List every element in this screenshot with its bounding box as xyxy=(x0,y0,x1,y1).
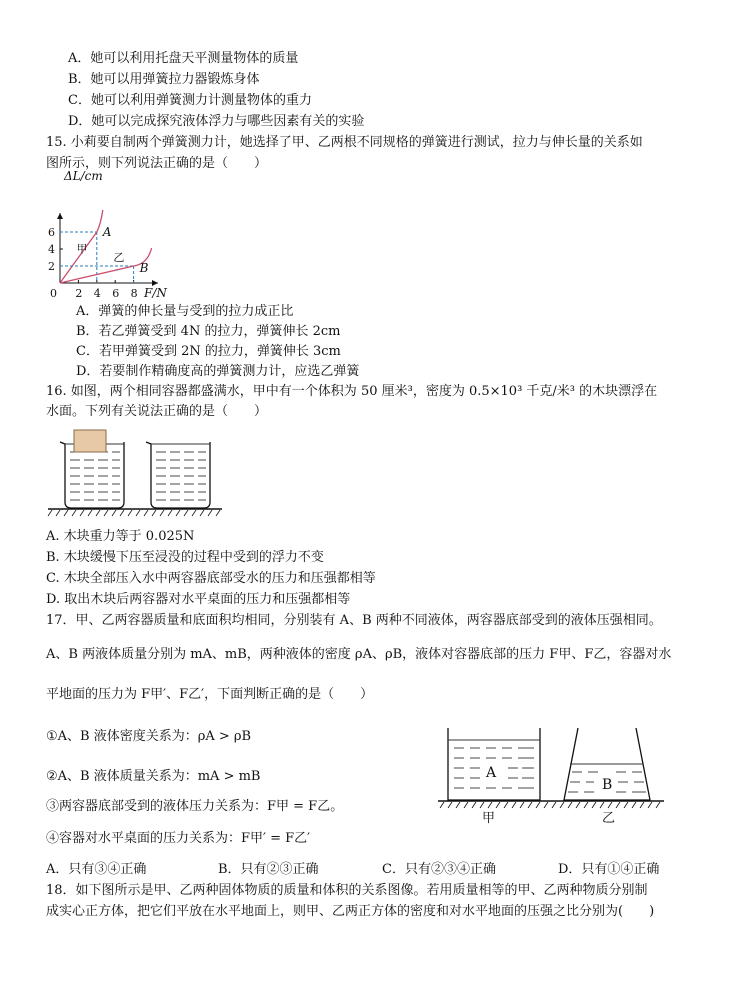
q17-option-d: D．只有①④正确 xyxy=(558,862,660,877)
x-tick-label: 0 xyxy=(50,287,57,298)
q17-stem-line2: A、B 两液体质量分别为 mA、mB，两种液体的密度 ρA、ρB，液体对容器底部的压力 F甲、F乙，容器对水 xyxy=(46,647,672,662)
q15-stem-line2: 图所示，则下列说法正确的是（ ） xyxy=(46,156,268,171)
q16-option-d: D. 取出木块后两容器对水平桌面的压力和压强都相等 xyxy=(46,592,351,607)
q16-option-b: B. 木块缓慢下压至浸没的过程中受到的浮力不变 xyxy=(46,550,324,565)
q16-option-c: C. 木块全部压入水中两容器底部受水的压力和压强都相等 xyxy=(46,571,376,586)
q17-statement-2: ②A、B 液体质量关系为：mA > mB xyxy=(46,769,261,784)
point-label: B xyxy=(139,261,149,275)
q17-statement-3: ③两容器底部受到的液体压力关系为：F甲 = F乙。 xyxy=(46,799,344,814)
y-tick-label: 4 xyxy=(48,243,55,256)
series-name-label: 甲 xyxy=(76,242,88,256)
q17-label-jia: 甲 xyxy=(482,811,496,826)
q14-option-a: A．她可以利用托盘天平测量物体的质量 xyxy=(68,51,299,66)
q17-option-c: C．只有②③④正确 xyxy=(382,862,496,877)
q17-statement-1: ①A、B 液体密度关系为：ρA > ρB xyxy=(46,729,252,744)
q15-option-d: D．若要制作精确度高的弹簧测力计，应选乙弹簧 xyxy=(76,364,360,379)
q15-option-c: C．若甲弹簧受到 2N 的拉力，弹簧伸长 3cm xyxy=(76,344,341,359)
x-tick-label: 6 xyxy=(112,287,120,298)
q16-beakers-figure xyxy=(46,428,226,518)
point-label: A xyxy=(102,225,112,239)
q15-stem-line1: 15. 小莉要自制两个弹簧测力计，她选择了甲、乙两根不同规格的弹簧进行测试，拉力与伸长量的关系如 xyxy=(46,135,643,150)
q16-stem-line2: 水面。下列有关说法正确的是（ ） xyxy=(46,404,268,419)
series-name-label: 乙 xyxy=(113,250,125,264)
x-tick-label: 2 xyxy=(75,287,83,298)
q17-option-b: B．只有②③正确 xyxy=(218,862,319,877)
q16-option-a: A. 木块重力等于 0.025N xyxy=(46,529,195,544)
q17-label-a: A xyxy=(486,765,497,781)
q18-stem-line2: 成实心正方体，把它们平放在水平地面上，则甲、乙两正方体的密度和对水平地面的压强之比分别为( ) xyxy=(46,904,655,919)
q17-stem-line3: 平地面的压力为 F甲′、F乙′，下面判断正确的是（ ） xyxy=(46,687,374,702)
q17-label-yi: 乙 xyxy=(602,811,616,826)
q15-option-a: A．弹簧的伸长量与受到的拉力成正比 xyxy=(76,304,294,319)
y-axis-arrow xyxy=(57,213,63,219)
q17-statement-4: ④容器对水平桌面的压力关系为：F甲′ = F乙′ xyxy=(46,831,311,846)
q17-containers-figure xyxy=(436,726,668,826)
q18-stem-line1: 18．如下图所示是甲、乙两种固体物质的质量和体积的关系图像。若用质量相等的甲、乙两种物质分别制 xyxy=(46,883,648,898)
x-axis-label: F/N xyxy=(144,286,167,298)
q17-label-b: B xyxy=(602,777,613,793)
q17-stem-line1: 17．甲、乙两容器质量和底面积均相同，分别装有 A、B 两种不同液体，两容器底部受到的液体压强相同。 xyxy=(46,613,662,628)
x-tick-label: 8 xyxy=(130,287,138,298)
q14-option-d: D．她可以完成探究液体浮力与哪些因素有关的实验 xyxy=(68,114,365,129)
x-tick-label: 4 xyxy=(93,287,101,298)
y-axis-label: ΔL/cm xyxy=(64,169,103,183)
q15-option-b: B．若乙弹簧受到 4N 的拉力，弹簧伸长 2cm xyxy=(76,324,341,339)
q14-option-b: B．她可以用弹簧拉力器锻炼身体 xyxy=(68,72,260,87)
q16-stem-line1: 16. 如图，两个相同容器都盛满水，甲中有一个体积为 50 厘米³，密度为 0.5×10³ 千克/米³ 的木块漂浮在 xyxy=(46,384,658,399)
q15-chart xyxy=(40,168,240,298)
q14-option-c: C．她可以利用弹簧测力计测量物体的重力 xyxy=(68,93,312,108)
q17-option-a: A．只有③④正确 xyxy=(46,862,147,877)
y-tick-label: 6 xyxy=(48,226,55,239)
y-tick-label: 2 xyxy=(48,260,55,273)
